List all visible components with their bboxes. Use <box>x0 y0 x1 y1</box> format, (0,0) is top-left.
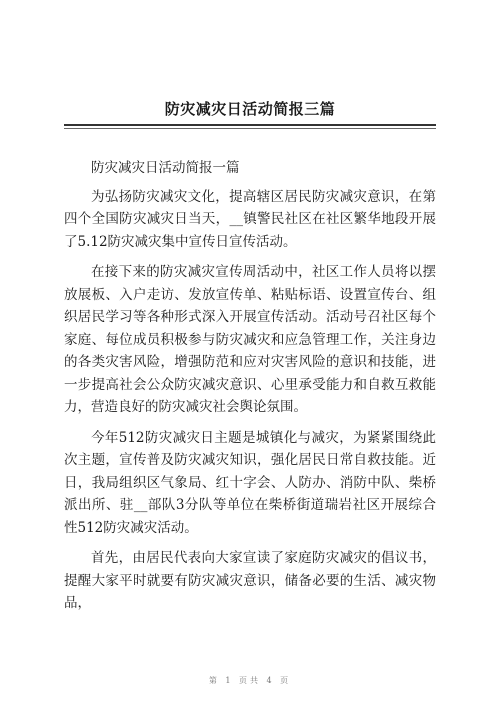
paragraph-1: 为弘扬防灾减灾文化，提高辖区居民防灾减灾意识，在第四个全国防灾减灾日当天，__镇警民社区在社区繁华地段开展了5.12防灾减灾集中宣传日宣传活动。 <box>64 188 436 250</box>
paragraph-4: 首先，由居民代表向大家宣读了家庭防灾减灾的倡议书，提醒大家平时就要有防灾减灾意识，储备必要的生活、减灾物品， <box>64 550 436 611</box>
document-body <box>64 157 436 623</box>
paragraph-3: 今年512防灾减灾日主题是城镇化与减灾，为紧紧围绕此次主题，宣传普及防灾减灾知识，强化居民日常自救技能。近日，我局组织区气象局、红十字会、人防办、消防中队、柴桥派出所、驻__部队3分队等单位在柴桥街道瑞岩社区开展综合性512防灾减灾活动。 <box>64 429 436 536</box>
title-rule-thick <box>64 124 436 126</box>
paragraph-2: 在接下来的防灾减灾宣传周活动中，社区工作人员将以摆放展板、入户走访、发放宣传单、粘贴标语、设置宣传台、组织居民学习等各种形式深入开展宣传活动。活动号召社区每个家庭、每位成员积极参与防灾减灾和应急管理工作，关注身边的各类灾害风险，增强防范和应对灾害风险的意识和技能，进一步提高社会公众防灾减灾意识、心里承受能力和自救互救能力，营造良好的防灾减灾社会舆论氛围。 <box>64 264 436 415</box>
title-rule-thin <box>64 128 436 129</box>
subtitle: 防灾减灾日活动简报一篇 <box>91 160 240 176</box>
document-title: 防灾减灾日活动简报三篇 <box>164 100 336 118</box>
page-footer: 第 1 页共 4 页 <box>208 676 292 685</box>
